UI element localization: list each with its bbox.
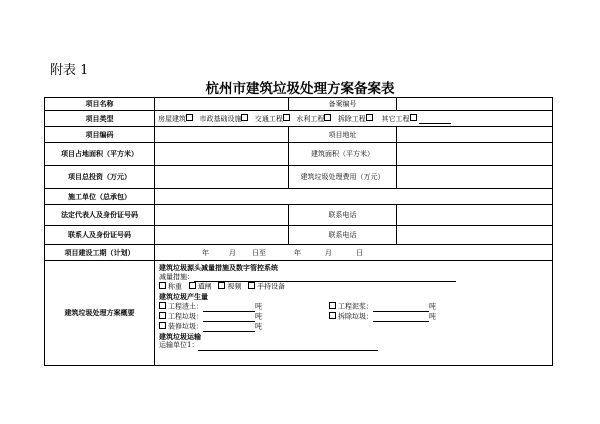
control-weighing: 称重 [168, 282, 182, 291]
land-area-field[interactable] [155, 143, 289, 166]
reduction-measures-label: 减量措施： [159, 272, 194, 281]
checkbox[interactable] [410, 114, 417, 121]
row-land-area [45, 143, 553, 166]
row-contact [45, 226, 553, 245]
checkbox[interactable] [186, 114, 193, 121]
demolition-waste-amount-input[interactable] [373, 321, 429, 322]
item-decoration-waste: 装修垃圾： [168, 322, 203, 330]
other-type-input[interactable] [419, 123, 451, 124]
legal-rep-phone-label: 联系电话 [289, 205, 397, 226]
type-option-other[interactable]: 其它工程 [382, 115, 451, 123]
row-plan [45, 261, 553, 366]
control-video: 视频 [227, 282, 242, 291]
transport-line [159, 341, 548, 351]
unit-label: 吨 [429, 312, 436, 320]
checkbox[interactable] [366, 114, 373, 121]
project-address-label: 项目地址 [289, 127, 397, 143]
project-name-field[interactable] [155, 98, 289, 111]
unit-label: 吨 [255, 302, 262, 310]
checkbox[interactable] [159, 322, 166, 329]
building-area-field[interactable] [397, 143, 553, 166]
legal-rep-label: 法定代表人及身份证号码 [45, 205, 155, 226]
start-year-label: 年 [202, 248, 209, 257]
generation-title: 建筑垃圾产生量 [159, 292, 208, 301]
checkbox[interactable] [218, 282, 225, 289]
schedule-label: 项目建设工期（计划） [45, 245, 155, 261]
unit-label: 吨 [429, 302, 436, 310]
transport-unit-label: 运输单位1： [159, 341, 199, 349]
disposal-cost-field[interactable] [397, 166, 553, 189]
row-project-code [45, 127, 553, 143]
legal-rep-field[interactable] [155, 205, 289, 226]
unit-label: 吨 [255, 322, 262, 330]
type-option-water[interactable]: 水利工程 [296, 115, 333, 123]
contact-label: 联系人及身份证号码 [45, 226, 155, 245]
control-handheld: 手持设备 [257, 282, 286, 291]
filing-form-table [44, 97, 553, 366]
form-title: 杭州市建筑垃圾处理方案备案表 [205, 81, 395, 97]
contact-phone-field[interactable] [397, 226, 553, 245]
contact-phone-label: 联系电话 [289, 226, 397, 245]
project-type-options [155, 111, 553, 127]
digital-controls-line [159, 282, 548, 292]
checkbox[interactable] [241, 114, 248, 121]
legal-rep-phone-field[interactable] [397, 205, 553, 226]
project-code-label: 项目编码 [45, 127, 155, 143]
row-project-name [45, 98, 553, 111]
start-day-to-label: 日至 [252, 248, 266, 257]
contact-field[interactable] [155, 226, 289, 245]
row-schedule [45, 245, 553, 261]
contractor-field[interactable] [155, 189, 553, 205]
generation-row-1 [159, 302, 548, 312]
investment-field[interactable] [155, 166, 289, 189]
checkbox[interactable] [248, 282, 255, 289]
type-option-municipal[interactable]: 市政基础设施 [199, 115, 250, 123]
generation-row-2 [159, 312, 548, 322]
schedule-field[interactable] [155, 245, 553, 261]
project-type-label: 项目类型 [45, 111, 155, 127]
plan-content [155, 261, 553, 366]
checkbox[interactable] [189, 282, 196, 289]
item-engineering-waste: 工程垃圾： [168, 312, 203, 320]
end-month-label: 月 [325, 248, 332, 257]
checkbox[interactable] [159, 282, 166, 289]
checkbox[interactable] [159, 312, 166, 319]
transport-unit-input[interactable] [198, 350, 378, 351]
decoration-waste-amount-input[interactable] [203, 331, 255, 332]
transport-title: 建筑垃圾运输 [159, 331, 201, 341]
row-investment [45, 166, 553, 189]
filing-no-field[interactable] [397, 98, 553, 111]
reduction-measures-line [159, 273, 548, 283]
row-project-type [45, 111, 553, 127]
generation-row-3 [159, 322, 548, 332]
land-area-label: 项目占地面积（平方米） [45, 143, 155, 166]
building-area-label: 建筑面积（平方米） [289, 143, 397, 166]
project-address-field[interactable] [397, 127, 553, 143]
checkbox[interactable] [283, 114, 290, 121]
checkbox[interactable] [324, 114, 331, 121]
project-code-field[interactable] [155, 127, 289, 143]
type-option-housing[interactable]: 房屋建筑 [158, 115, 195, 123]
item-muck: 工程渣土： [168, 302, 203, 310]
end-year-label: 年 [294, 248, 301, 257]
item-mud: 工程泥浆： [338, 302, 373, 310]
plan-label: 建筑垃圾处理方案概要 [45, 261, 155, 366]
source-reduction-title: 建筑垃圾源头减量措施及数字管控系统 [159, 263, 278, 272]
row-legal-rep [45, 205, 553, 226]
investment-label: 项目总投资（万元） [45, 166, 155, 189]
type-option-transport[interactable]: 交通工程 [255, 115, 292, 123]
checkbox[interactable] [159, 302, 166, 309]
filing-no-label: 备案编号 [289, 98, 397, 111]
item-demolition-waste: 拆除垃圾： [338, 312, 373, 320]
disposal-cost-label: 建筑垃圾处理费用（万元） [289, 166, 397, 189]
unit-label: 吨 [255, 312, 262, 320]
contractor-label: 施工单位（总承包） [45, 189, 155, 205]
project-name-label: 项目名称 [45, 98, 155, 111]
control-gate: 道闸 [197, 282, 212, 291]
row-contractor [45, 189, 553, 205]
checkbox[interactable] [329, 302, 336, 309]
type-option-demolition[interactable]: 拆除工程 [338, 115, 375, 123]
checkbox[interactable] [329, 312, 336, 319]
end-day-label: 日 [356, 248, 363, 257]
start-month-label: 月 [229, 248, 236, 257]
appendix-label: 附表 1 [50, 63, 89, 78]
